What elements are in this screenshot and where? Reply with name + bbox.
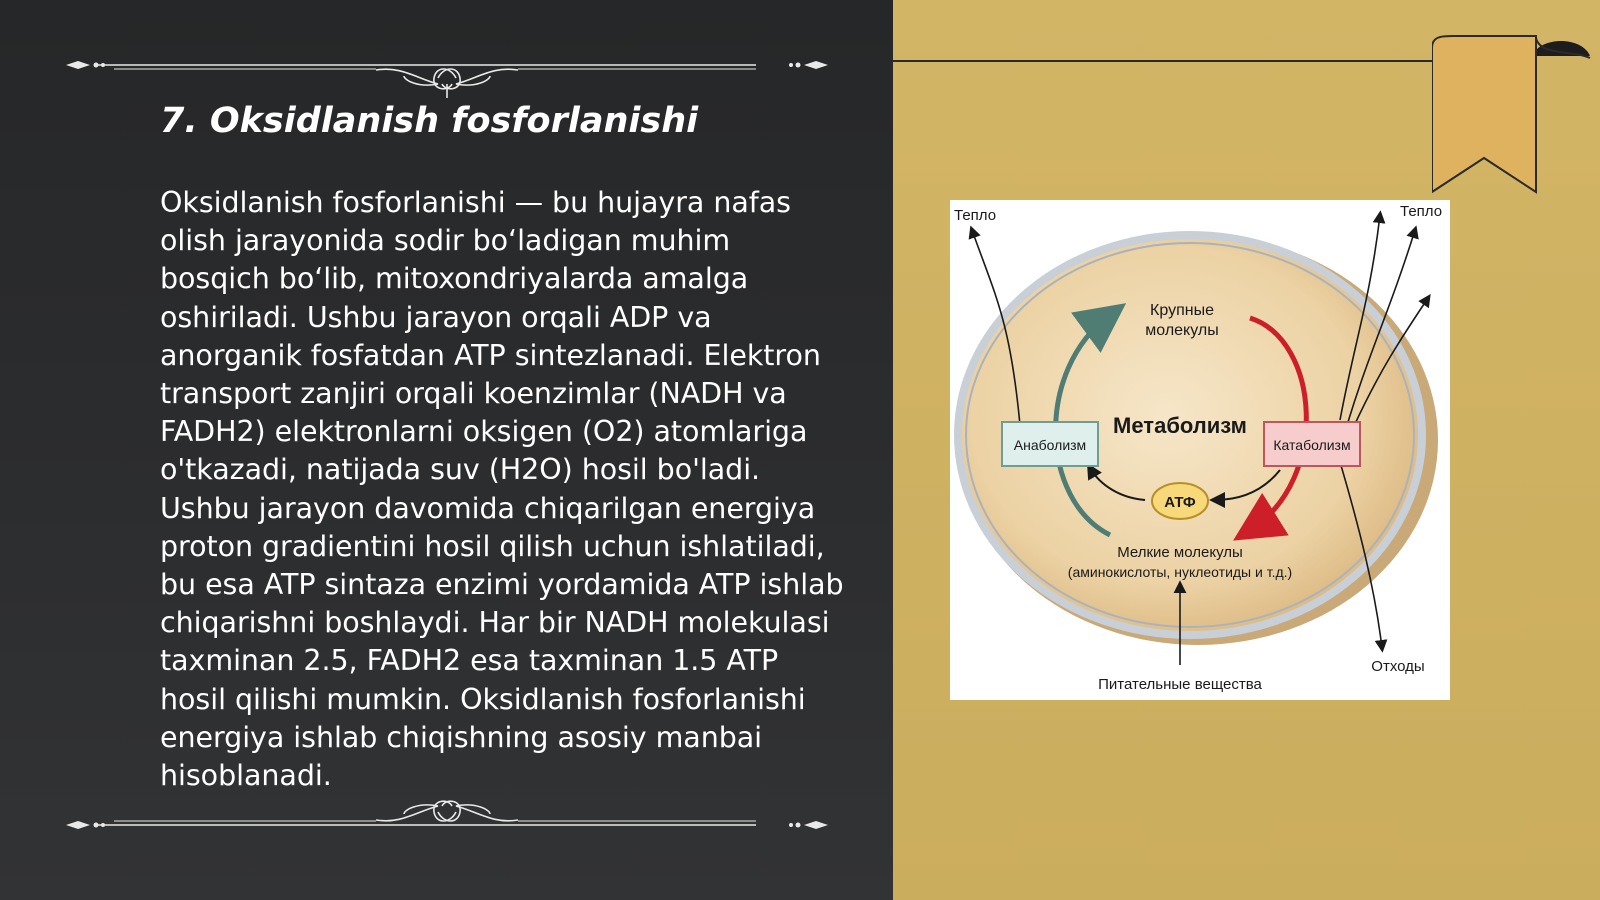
small-molecules-examples-label: (аминокислоты, нуклеотиды и т.д.) [1067,564,1293,580]
bottom-ornament-divider [66,792,828,842]
slide-body-text: Oksidlanish fosforlanishi — bu hujayra nafas olish jarayonida sodir bo‘ladigan muhim bosqich bo‘lib, mitoxondriyalarda amalga oshiriladi. Ushbu jarayon orqali ADP va anorganik fosfatdan ATP sintezlanadi. Elektron transport zanjiri orqali koenzimlar (NADH va FADH2) elektronlarni oksigen (O2) atomlariga o'tkazadi, natijada suv (H2O) hosil bo'ladi. Ushbu jarayon davomida chiqarilgan energiya proton gradientini hosil qilish uchun ishlatiladi, bu esa ATP sintaza enzimi yordamida ATP ishlab chiqarishni boshlaydi. Har bir NADH molekulasi taxminan 2.5, FADH2 esa taxminan 1.5 ATP hosil qilishi mumkin. Oksidlanish fosforlanishi energiya ishlab chiqishning asosiy manbai hisoblanadi. [160,186,844,793]
waste-label: Отходы [1371,658,1425,675]
atp-label: АТФ [1164,494,1196,511]
nutrients-label: Питательные вещества [1098,676,1262,693]
metabolism-diagram-graphic [950,200,1450,700]
bookmark-ribbon-icon [1432,34,1600,204]
catabolism-label: Катаболизм [1273,437,1351,453]
large-molecules-label-1: Крупные [1150,302,1214,319]
top-divider-line [893,60,1433,62]
top-ornament-divider [66,48,828,98]
slide-title: 7. Oksidlanish fosforlanishi [160,101,699,141]
heat-left-label: Тепло [954,207,997,224]
small-molecules-label: Мелкие молекулы [1117,544,1243,561]
heat-right-label: Тепло [1400,203,1443,220]
metabolism-label: Метаболизм [1113,413,1247,438]
metabolism-diagram [950,200,1450,700]
large-molecules-label-2: молекулы [1145,322,1219,339]
anabolism-label: Анаболизм [1013,437,1087,453]
